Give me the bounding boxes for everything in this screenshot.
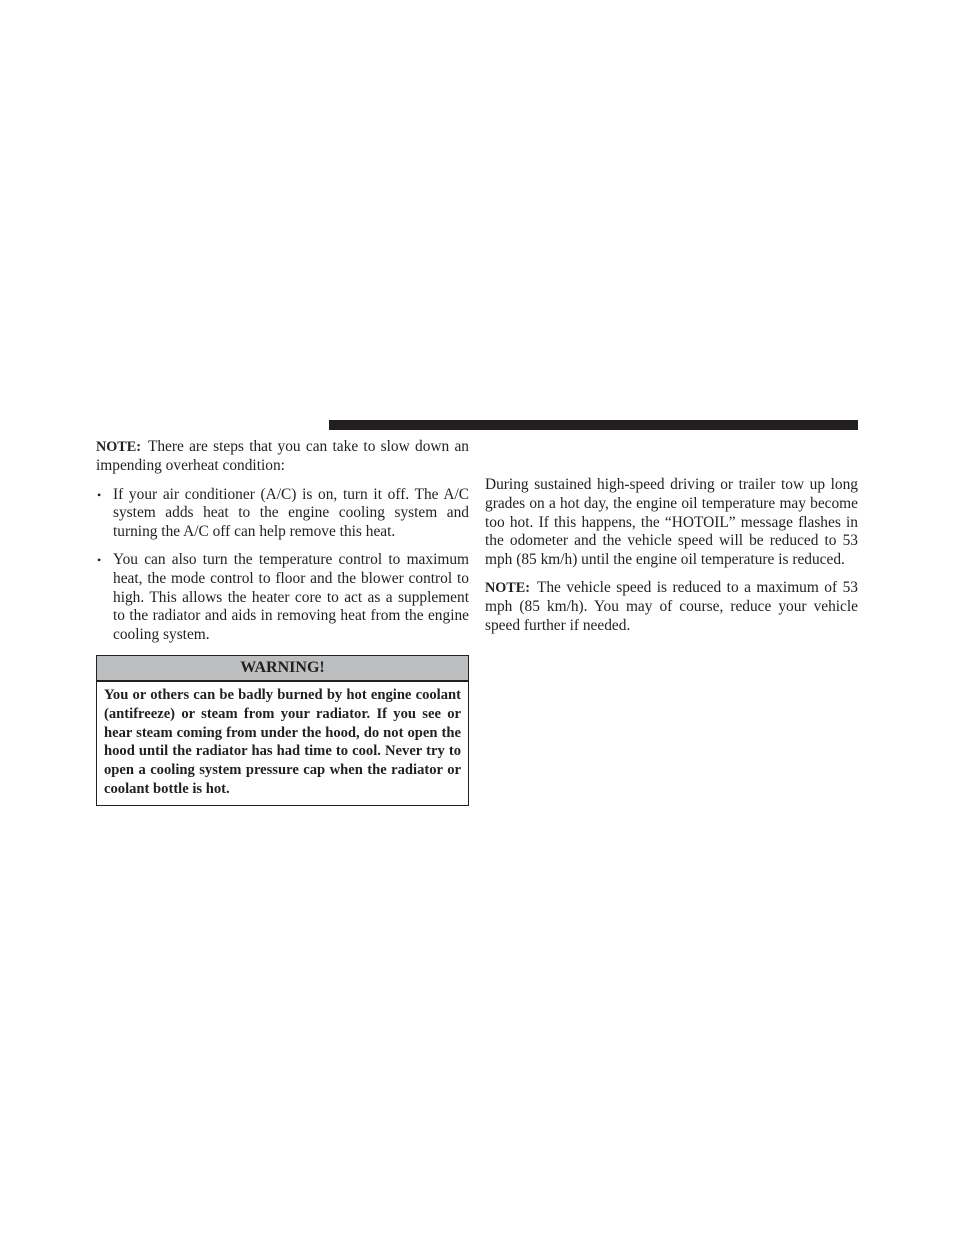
bullet-icon: • [97, 552, 102, 567]
warning-text: You or others can be badly burned by hot engine coolant (antifreeze) or steam from your radiator. If you see or hear steam coming from under the hood, do not open the hood until the radiator has had time to cool. Never try to open a cooling system pressure cap when the radiator or coolant bottle is hot. [104, 687, 461, 797]
hot-oil-paragraph: During sustained high-speed driving or trailer tow up long grades on a hot day, the engine oil temperature may become too hot. If this happens, the “HOTOIL” message flashes in the odometer and the vehicle speed will be reduced to 53 mph (85 km/h) until the engine oil temperature is reduced. [485, 476, 858, 569]
note-label: NOTE: [96, 439, 141, 455]
bullet-list [96, 486, 469, 645]
list-item [96, 486, 469, 542]
bullet-text: If your air conditioner (A/C) is on, turn it off. The A/C system adds heat to the engine cooling system and turning the A/C off can help remove this heat. [113, 485, 469, 541]
bullet-icon: • [97, 487, 102, 502]
list-item [96, 551, 469, 645]
note-label: NOTE: [485, 579, 530, 596]
note-text: The vehicle speed is reduced to a maximum of 53 mph (85 km/h). You may of course, reduce your vehicle speed further if needed. [485, 578, 858, 634]
warning-title: WARNING! [97, 656, 468, 682]
note-paragraph [96, 438, 469, 476]
note-text: There are steps that you can take to slow down an impending overheat condition: [96, 438, 469, 474]
bullet-text: You can also turn the temperature control to maximum heat, the mode control to floor and the blower control to high. This allows the heater core to act as a supplement to the radiator and aids in removing heat from the engine cooling system. [113, 550, 469, 644]
note-paragraph [485, 579, 858, 635]
left-column [96, 438, 469, 654]
section-header-bar [329, 420, 858, 430]
right-column [485, 476, 858, 635]
warning-box [96, 655, 469, 806]
